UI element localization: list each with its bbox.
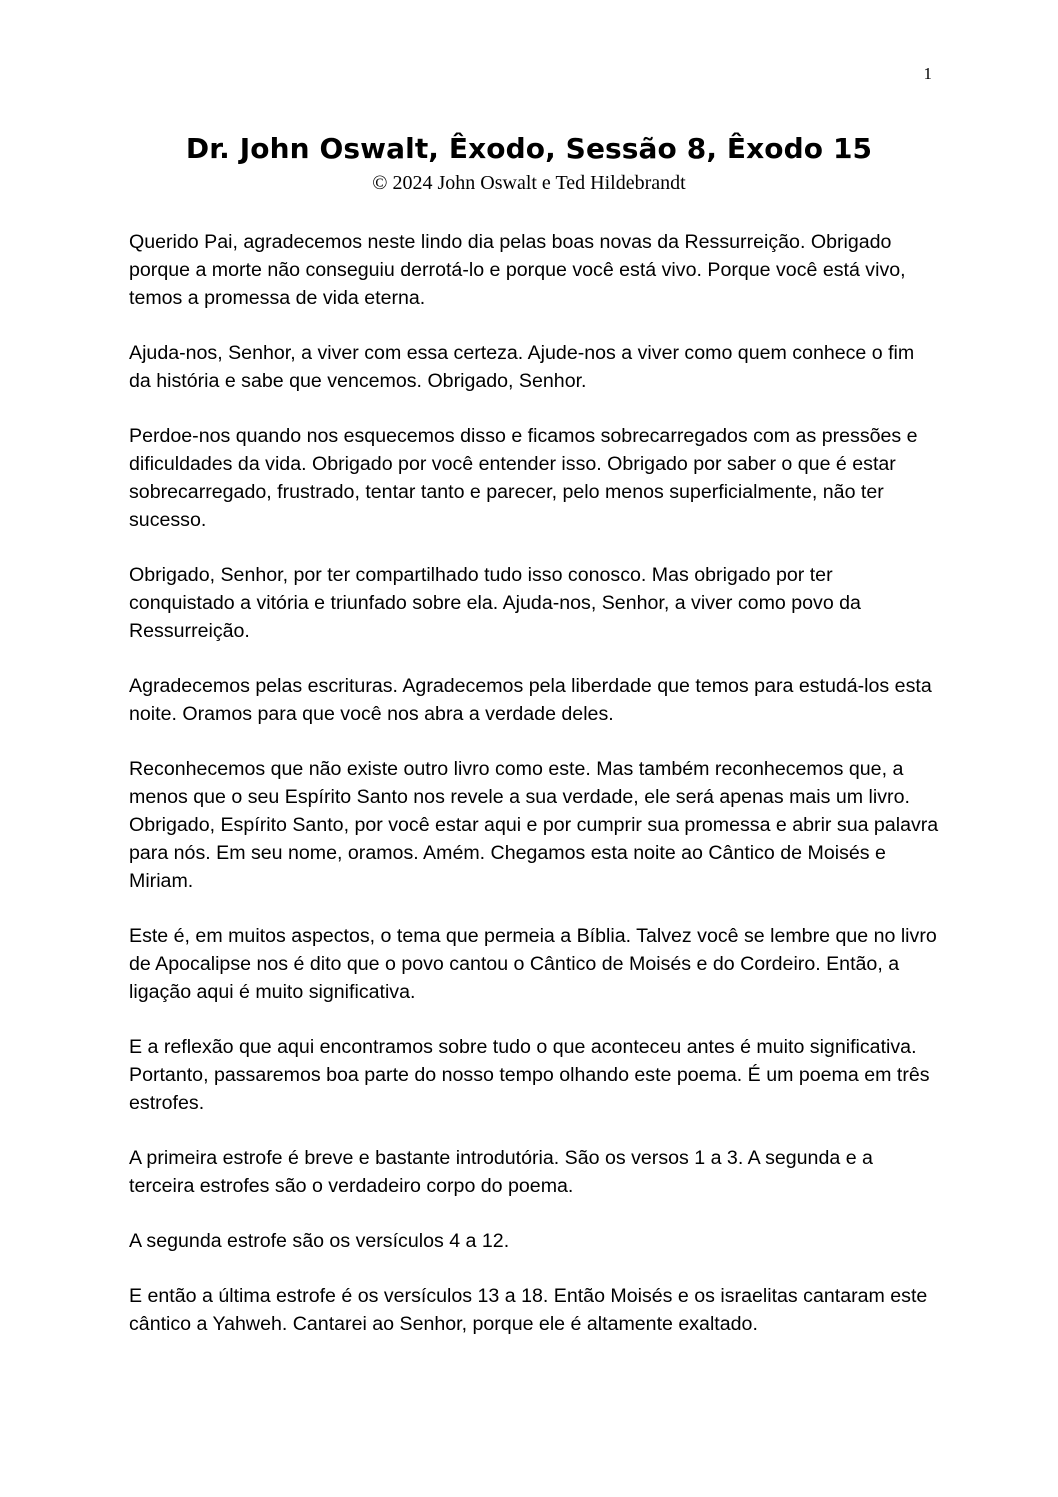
paragraph: Querido Pai, agradecemos neste lindo dia pelas boas novas da Ressurreição. Obrigado porque a morte não conseguiu derrotá-lo e porque você está vivo. Porque você está vivo, temos a promessa de vida eterna. (129, 231, 906, 309)
paragraph: A primeira estrofe é breve e bastante introdutória. São os versos 1 a 3. A segunda e a terceira estrofes são o verdadeiro corpo do poema. (129, 1147, 873, 1197)
paragraph: A segunda estrofe são os versículos 4 a 12. (129, 1230, 510, 1252)
page-title: Dr. John Oswalt, Êxodo, Sessão 8, Êxodo 15 (185, 132, 873, 165)
paragraph: Perdoe-nos quando nos esquecemos disso e ficamos sobrecarregados com as pressões e dificuldades da vida. Obrigado por você entender isso. Obrigado por saber o que é estar sobrecarregado, frustrado, tentar tanto e parecer, pelo menos superficialmente, não ter sucesso. (129, 425, 918, 531)
page-number: 1 (923, 64, 932, 83)
paragraph: Este é, em muitos aspectos, o tema que permeia a Bíblia. Talvez você se lembre que no livro de Apocalipse nos é dito que o povo cantou o Cântico de Moisés e do Cordeiro. Então, a ligação aqui é muito significativa. (129, 925, 937, 1003)
paragraph: Obrigado, Senhor, por ter compartilhado tudo isso conosco. Mas obrigado por ter conquistado a vitória e triunfado sobre ela. Ajuda-nos, Senhor, a viver como povo da Ressurreição. (129, 564, 861, 642)
paragraph: Agradecemos pelas escrituras. Agradecemos pela liberdade que temos para estudá-los esta noite. Oramos para que você nos abra a verdade deles. (129, 675, 932, 725)
document-body (129, 228, 939, 1365)
paragraph: Reconhecemos que não existe outro livro como este. Mas também reconhecemos que, a menos que o seu Espírito Santo nos revele a sua verdade, ele será apenas mais um livro. Obrigado, Espírito Santo, por você estar aqui e por cumprir sua promessa e abrir sua palavra para nós. Em seu nome, oramos. Amém. Chegamos esta noite ao Cântico de Moisés e Miriam. (129, 758, 939, 892)
paragraph: E a reflexão que aqui encontramos sobre tudo o que aconteceu antes é muito significativa. Portanto, passaremos boa parte do nosso tempo olhando este poema. É um poema em três estrofes. (129, 1036, 930, 1114)
copyright-line: © 2024 John Oswalt e Ted Hildebrandt (372, 172, 686, 194)
paragraph: Ajuda-nos, Senhor, a viver com essa certeza. Ajude-nos a viver como quem conhece o fim da história e sabe que vencemos. Obrigado, Senhor. (129, 342, 915, 392)
paragraph: E então a última estrofe é os versículos 13 a 18. Então Moisés e os israelitas cantaram este cântico a Yahweh. Cantarei ao Senhor, porque ele é altamente exaltado. (129, 1285, 928, 1335)
